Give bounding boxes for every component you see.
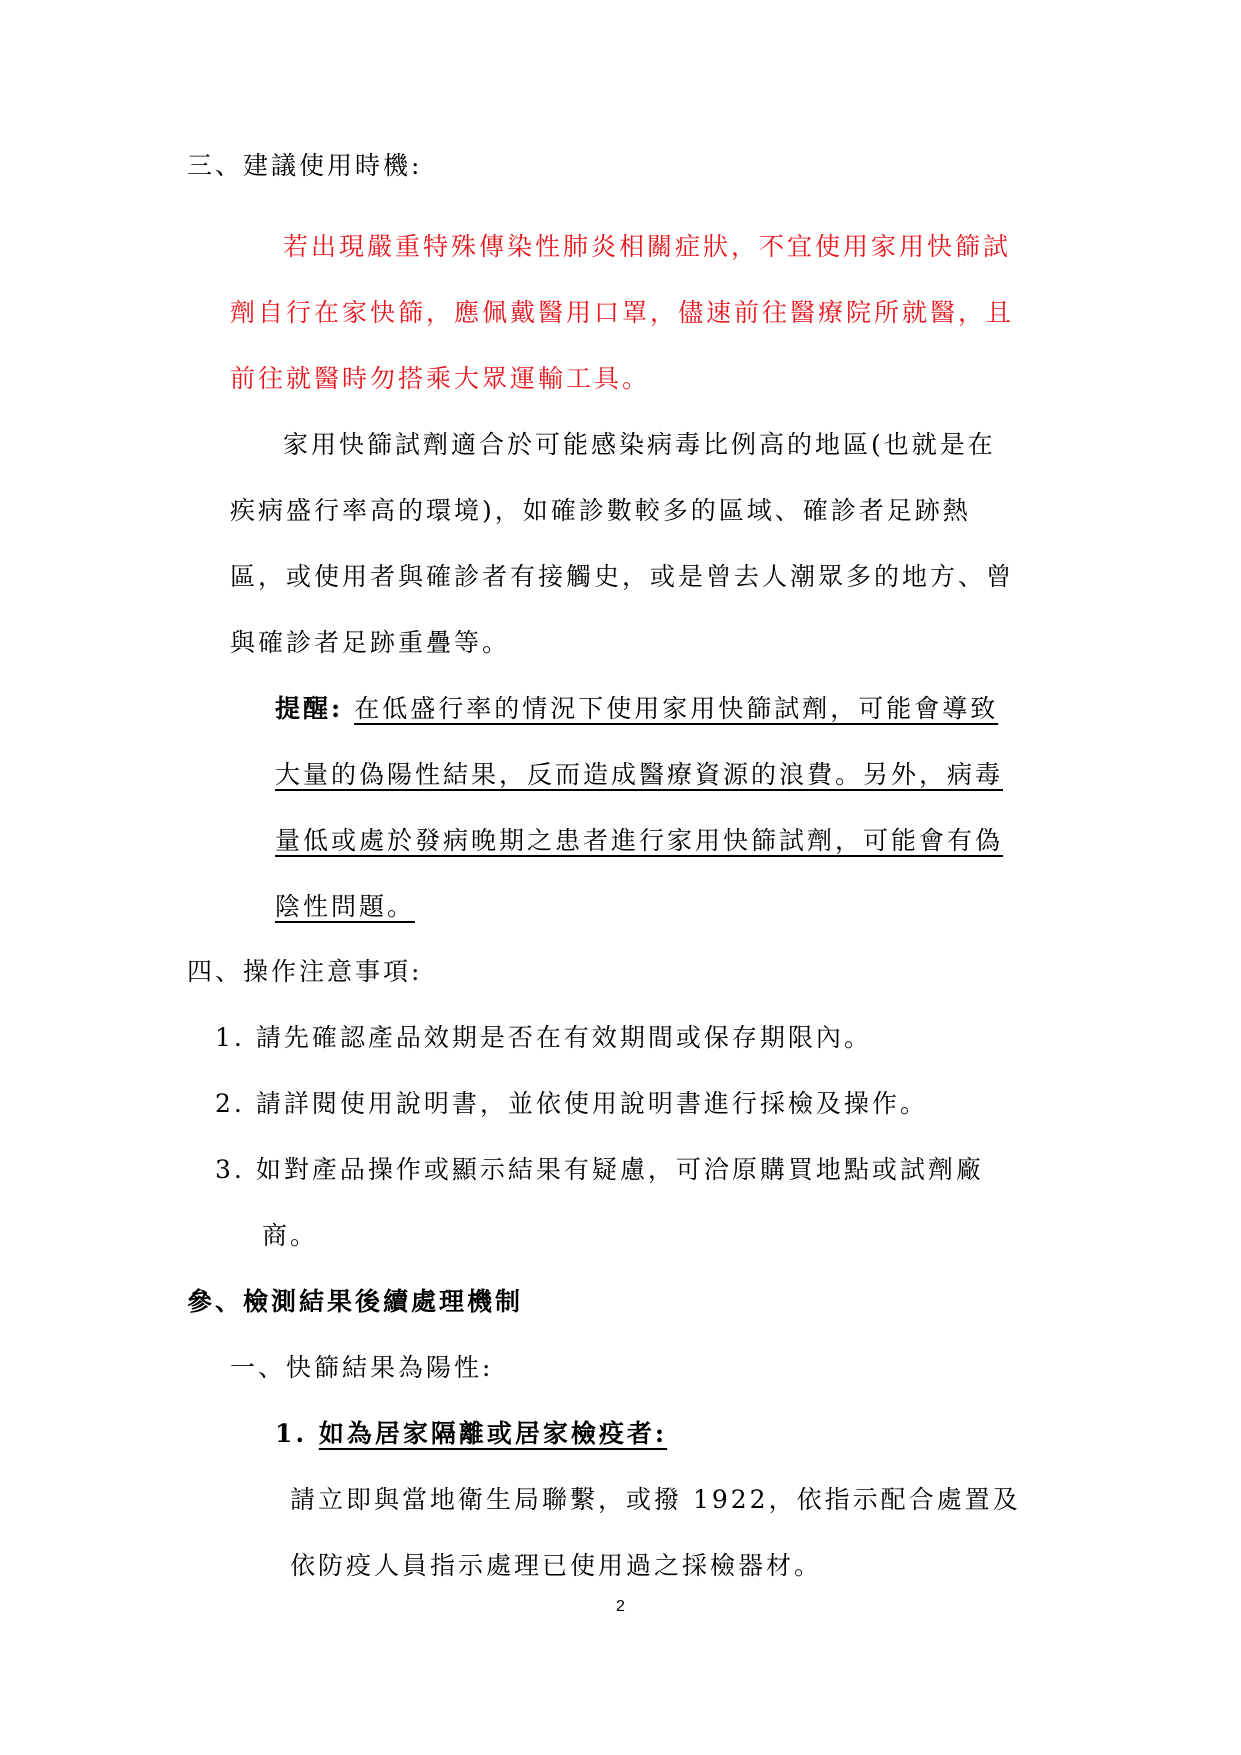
reminder-line: 陰性問題。 <box>275 892 416 921</box>
list-item-text: 請詳閱使用說明書，並依使用說明書進行採檢及操作。 <box>255 1089 928 1118</box>
case-1-text-line: 依防疫人員指示處理已使用過之採檢器材。 <box>290 1551 823 1580</box>
usage-paragraph-line: 疾病盛行率高的環境)，如確診數較多的區域、確診者足跡熱 <box>230 496 971 525</box>
case-1-number: 1. <box>275 1419 308 1448</box>
reminder-label: 提醒: <box>275 694 344 723</box>
list-item-text: 請先確認產品效期是否在有效期間或保存期限內。 <box>255 1023 872 1052</box>
usage-paragraph-line: 家用快篩試劑適合於可能感染病毒比例高的地區(也就是在 <box>283 430 996 459</box>
usage-paragraph-line: 區，或使用者與確診者有接觸史，或是曾去人潮眾多的地方、曾 <box>230 562 1015 591</box>
section-4-heading: 四、操作注意事項: <box>187 957 423 986</box>
case-1-title: 如為居家隔離或居家檢疫者: <box>318 1419 668 1448</box>
list-item <box>215 1021 872 1055</box>
case-1-text-line: 請立即與當地衛生局聯繫，或撥 1922，依指示配合處置及 <box>290 1485 1021 1514</box>
reminder-line: 量低或處於發病晚期之患者進行家用快篩試劑，可能會有偽 <box>275 826 1004 855</box>
list-item-number: 2. <box>215 1089 245 1118</box>
list-item-continuation: 商。 <box>262 1221 319 1250</box>
reminder-line: 大量的偽陽性結果，反而造成醫療資源的浪費。另外，病毒 <box>275 760 1004 789</box>
reminder-text: 在低盛行率的情況下使用家用快篩試劑，可能會導致 <box>354 694 999 723</box>
section-3-heading: 三、建議使用時機: <box>187 151 423 180</box>
warning-line: 劑自行在家快篩，應佩戴醫用口罩，儘速前往醫療院所就醫，且 <box>230 298 1015 327</box>
list-item <box>215 1153 984 1187</box>
positive-result-subheading: 一、快篩結果為陽性: <box>230 1353 494 1382</box>
reminder-line <box>275 692 998 726</box>
page-number: 2 <box>616 1598 625 1615</box>
list-item-number: 1. <box>215 1023 245 1052</box>
list-item-number: 3. <box>215 1155 245 1184</box>
warning-line: 前往就醫時勿搭乘大眾運輸工具。 <box>230 364 651 393</box>
warning-line: 若出現嚴重特殊傳染性肺炎相關症狀，不宜使用家用快篩試 <box>283 232 1012 261</box>
list-item <box>215 1087 928 1121</box>
part-3-heading: 參、檢測結果後續處理機制 <box>187 1287 524 1316</box>
usage-paragraph-line: 與確診者足跡重疊等。 <box>230 628 511 657</box>
list-item-text: 如對產品操作或顯示結果有疑慮，可洽原購買地點或試劑廠 <box>255 1155 984 1184</box>
case-1-heading <box>275 1417 667 1451</box>
